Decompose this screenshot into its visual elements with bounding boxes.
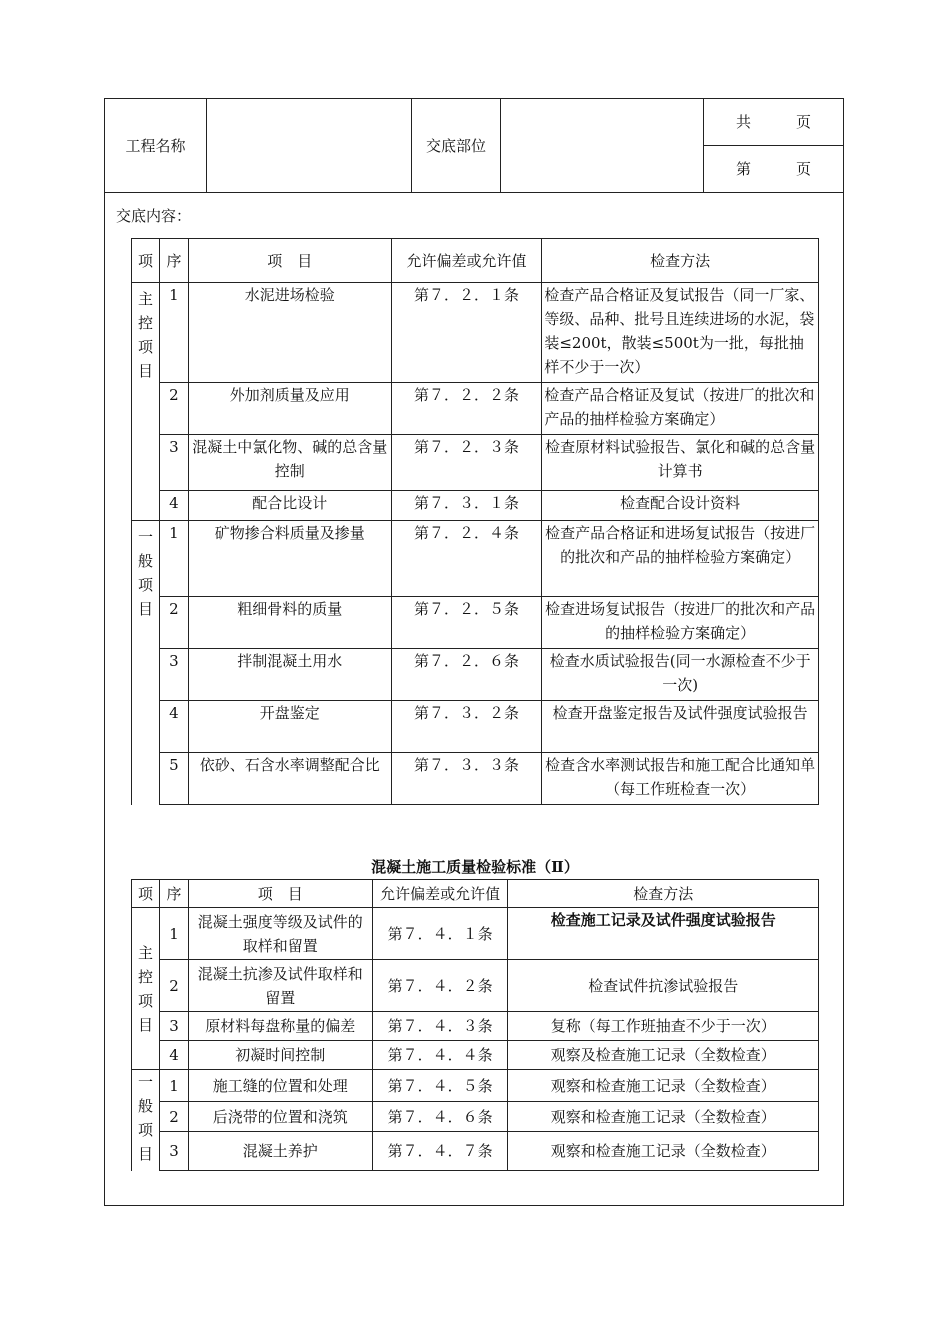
row-item: 初凝时间控制 [188,1041,372,1070]
row-item: 施工缝的位置和处理 [188,1070,372,1102]
category-label: 主控项目 [137,290,153,380]
project-name-value [207,99,412,193]
table-row [132,1012,819,1041]
row-method: 检查产品合格证和进场复试报告（按进厂的批次和产品的抽样检验方案确定） [542,521,819,597]
table-row [132,283,819,383]
row-value: 第７．４．６条 [372,1102,508,1132]
row-value: 第７．４．３条 [372,1012,508,1041]
row-value: 第７．２．６条 [391,649,542,701]
col-header-item: 项 目 [188,239,391,283]
row-seq: 2 [159,960,188,1012]
table-row [132,1041,819,1070]
row-seq: 1 [159,521,188,597]
row-item: 水泥进场检验 [188,283,391,383]
inspection-table-2 [131,879,819,1171]
row-item: 开盘鉴定 [188,701,391,753]
row-method: 检查含水率测试报告和施工配合比通知单（每工作班检查一次） [542,753,819,805]
row-method: 观察及检查施工记录（全数检查） [508,1041,819,1070]
col-header-category: 项 [132,880,160,908]
table-row [132,908,819,960]
table-row [132,521,819,597]
row-seq: 1 [159,283,188,383]
total-pages: 共 页 [704,99,844,146]
row-value: 第７．２．３条 [391,435,542,491]
table-row [132,1132,819,1171]
col-header-category: 项 [132,239,160,283]
row-seq: 3 [159,1012,188,1041]
location-label: 交底部位 [412,99,501,193]
row-seq: 5 [159,753,188,805]
row-seq: 2 [159,1102,188,1132]
row-seq: 1 [159,1070,188,1102]
row-method: 观察和检查施工记录（全数检查） [508,1102,819,1132]
table-row [132,491,819,521]
table-row [132,1102,819,1132]
row-value: 第７．４．４条 [372,1041,508,1070]
row-value: 第７．２．４条 [391,521,542,597]
row-seq: 4 [159,1041,188,1070]
col-header-seq: 序 [159,880,188,908]
table-row [132,649,819,701]
row-value: 第７．２．２条 [391,383,542,435]
row-method: 检查产品合格证及复试（按进厂的批次和产品的抽样检验方案确定） [542,383,819,435]
table1-header-row [132,239,819,283]
row-method: 检查水质试验报告(同一水源检查不少于一次) [542,649,819,701]
row-item: 混凝土养护 [188,1132,372,1171]
row-item: 拌制混凝土用水 [188,649,391,701]
table-row [132,753,819,805]
row-item: 原材料每盘称量的偏差 [188,1012,372,1041]
row-item: 粗细骨料的质量 [188,597,391,649]
table-row [132,383,819,435]
row-method: 检查试件抗渗试验报告 [508,960,819,1012]
row-value: 第７．４．７条 [372,1132,508,1171]
table-row [132,701,819,753]
row-item: 依砂、石含水率调整配合比 [188,753,391,805]
row-method: 检查原材料试验报告、氯化和碱的总含量计算书 [542,435,819,491]
table2-title: 混凝土施工质量检验标准（Ⅱ） [371,858,579,876]
table-row [132,960,819,1012]
row-value: 第７．４．２条 [372,960,508,1012]
row-item: 混凝土中氯化物、碱的总含量控制 [188,435,391,491]
row-value: 第７．３．１条 [391,491,542,521]
row-item: 混凝土抗渗及试件取样和留置 [188,960,372,1012]
row-seq: 1 [159,908,188,960]
row-seq: 2 [159,597,188,649]
row-item: 矿物掺合料质量及掺量 [188,521,391,597]
row-method: 检查配合设计资料 [542,491,819,521]
row-seq: 2 [159,383,188,435]
header-table [104,98,844,193]
row-seq: 3 [159,649,188,701]
col-header-seq: 序 [159,239,188,283]
row-value: 第７．４．１条 [372,908,508,960]
inspection-table-1 [131,238,819,805]
category-label: 一般项目 [137,1073,153,1163]
row-item: 后浇带的位置和浇筑 [188,1102,372,1132]
table2-header-row [132,880,819,908]
category-label: 一般项目 [137,528,153,618]
table-row [132,597,819,649]
location-value [501,99,704,193]
row-item: 混凝土强度等级及试件的取样和留置 [188,908,372,960]
row-item: 配合比设计 [188,491,391,521]
row-value: 第７．２．１条 [391,283,542,383]
row-method: 检查开盘鉴定报告及试件强度试验报告 [542,701,819,753]
intro-label: 交底内容： [116,207,192,225]
col-header-value: 允许偏差或允许值 [372,880,508,908]
col-header-value: 允许偏差或允许值 [391,239,542,283]
row-value: 第７．４．５条 [372,1070,508,1102]
current-page: 第 页 [704,146,844,193]
row-value: 第７．２．５条 [391,597,542,649]
col-header-method: 检查方法 [542,239,819,283]
row-seq: 3 [159,435,188,491]
row-method: 检查进场复试报告（按进厂的批次和产品的抽样检验方案确定） [542,597,819,649]
category-label: 主控项目 [137,943,153,1034]
row-method: 复称（每工作班抽查不少于一次） [508,1012,819,1041]
row-seq: 4 [159,701,188,753]
row-value: 第７．３．３条 [391,753,542,805]
row-method: 观察和检查施工记录（全数检查） [508,1132,819,1171]
row-method: 检查产品合格证及复试报告（同一厂家、等级、品种、批号且连续进场的水泥，袋装≤200t，散装≤500t为一批，每批抽样不少于一次） [542,283,819,383]
col-header-method: 检查方法 [508,880,819,908]
project-name-label: 工程名称 [105,99,207,193]
row-method: 观察和检查施工记录（全数检查） [508,1070,819,1102]
table-row [132,435,819,491]
row-method: 检查施工记录及试件强度试验报告 [508,908,819,960]
row-item: 外加剂质量及应用 [188,383,391,435]
row-seq: 4 [159,491,188,521]
row-seq: 3 [159,1132,188,1171]
row-value: 第７．３．２条 [391,701,542,753]
col-header-item: 项 目 [188,880,372,908]
table-row [132,1070,819,1102]
